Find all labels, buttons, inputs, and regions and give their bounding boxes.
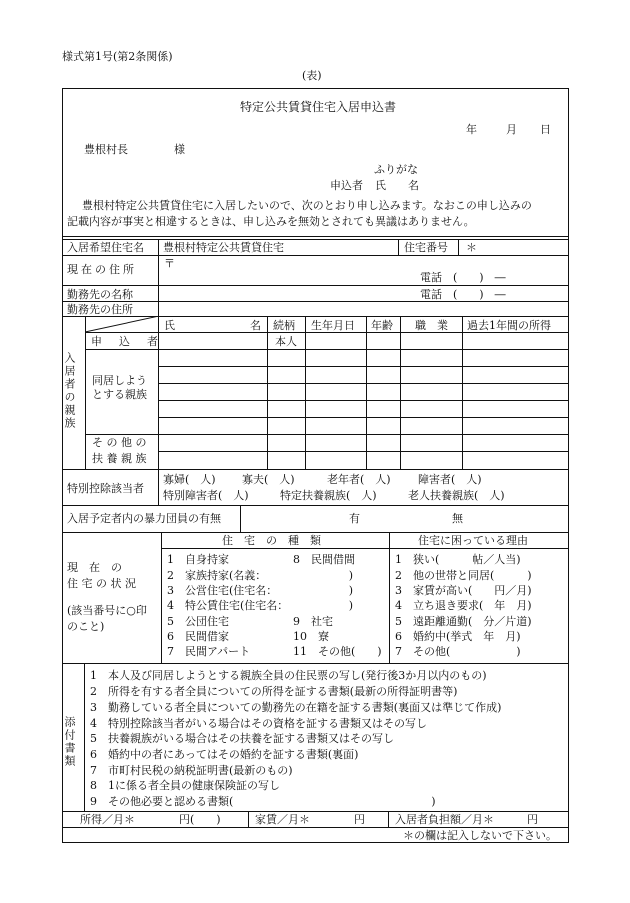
- form-side: (表): [302, 69, 322, 82]
- col-given-name: 名: [250, 319, 261, 332]
- attachment-8: 8 1に係る者全員の健康保険証の写し: [90, 779, 280, 792]
- attachment-1: 1 本人及び同居しようとする親族全員の住民票の写し(発行後3か月以内のもの): [90, 669, 487, 682]
- date-month: 月: [506, 123, 517, 136]
- deduction-disabled: 障害者( 人): [418, 473, 482, 486]
- other-label-2: 扶 養 親 族: [92, 452, 147, 465]
- deduction-specific-dependent: 特定扶養親族( 人): [280, 489, 377, 502]
- workplace-name-label: 勤務先の名称: [67, 288, 133, 301]
- col-occupation: 職 業: [415, 319, 448, 332]
- footer-note: ＊の欄は記入しないで下さい。: [403, 829, 557, 842]
- furigana-label: ふりがな: [374, 163, 418, 176]
- housing-number-label: 住宅番号: [404, 241, 448, 254]
- reason-1: 1 狭い( 帖／人当): [395, 553, 521, 566]
- deduction-elderly: 老年者( 人): [327, 473, 391, 486]
- reason-4: 4 立ち退き要求( 年 月): [395, 599, 532, 612]
- cohabit-label-2: とする親族: [92, 388, 147, 401]
- applicant-name-label: 氏 名: [375, 179, 419, 192]
- current-housing-note-1: (該当番号に○印: [67, 604, 147, 617]
- attachments-label: 添付書類: [63, 716, 76, 768]
- other-label-1: そ の 他 の: [92, 436, 147, 449]
- workplace-address-label: 勤務先の住所: [67, 303, 133, 316]
- deductions-label: 特別控除該当者: [67, 482, 144, 495]
- housing-type-5: 5 公団住宅: [167, 615, 229, 628]
- housing-type-1: 1 自身持家: [167, 553, 229, 566]
- deduction-widower: 寡夫( 人): [242, 473, 295, 486]
- housing-type-9: 9 社宅: [293, 615, 333, 628]
- header-diagonal: [85, 316, 159, 332]
- housing-type-10: 10 寮: [293, 630, 329, 643]
- gang-member-label: 入居予定者内の暴力団員の有無: [67, 512, 221, 525]
- housing-name-label: 入居希望住宅名: [67, 241, 144, 254]
- applicant-row-label: 申 込 者: [91, 335, 161, 348]
- housing-type-4: 4 特公賃住宅(住宅名： ): [167, 599, 354, 612]
- addressee-name: 豊根村長: [84, 143, 128, 156]
- current-housing-label-1: 現 在 の: [67, 561, 122, 574]
- form-title: 特定公共賃貸住宅入居申込書: [240, 100, 397, 114]
- deduction-widow: 寡婦( 人): [163, 473, 216, 486]
- housing-type-header: 住 宅 の 種 類: [222, 534, 321, 547]
- housing-name-value: 豊根村特定公共賃貸住宅: [163, 241, 284, 254]
- housing-type-11: 11 その他( ): [293, 645, 382, 658]
- date-year: 年: [466, 123, 477, 136]
- col-surname: 氏: [164, 319, 175, 332]
- burden-field: 入居者負担額／月＊ 円: [395, 813, 538, 826]
- rent-field: 家賃／月＊ 円: [255, 813, 365, 826]
- attachment-2: 2 所得を有する者全員についての所得を証する書類(最新の所得証明書等): [90, 685, 458, 698]
- housing-type-8: 8 民間借間: [293, 553, 355, 566]
- housing-type-7: 7 民間アパート: [167, 645, 251, 658]
- col-birthdate: 生年月日: [311, 319, 355, 332]
- deduction-elderly-dependent: 老人扶養親族( 人): [408, 489, 505, 502]
- statement-line-2: 記載内容が事実と相違するときは、申し込みを無効とされても異議はありません。: [67, 215, 475, 228]
- applicant-label: 申込者: [330, 179, 363, 192]
- attachment-5: 5 扶養親族がいる場合はその扶養を証する書類又はその写し: [90, 732, 394, 745]
- workplace-phone: 電話 ( ) ―: [420, 288, 506, 301]
- col-age: 年齢: [371, 319, 393, 332]
- col-income: 過去1年間の所得: [467, 319, 551, 332]
- attachment-3: 3 勤務している者全員についての勤務先の在籍を証する書類(裏面又は準じて作成): [90, 701, 502, 714]
- attachment-7: 7 市町村民税の納税証明書(最新のもの): [90, 764, 293, 777]
- housing-number-value: ＊: [466, 241, 477, 254]
- housing-reason-header: 住宅に困っている理由: [418, 534, 528, 547]
- housing-type-6: 6 民間借家: [167, 630, 229, 643]
- income-field: 所得／月＊ 円( ): [80, 813, 221, 826]
- housing-type-2: 2 家族持家(名義： ): [167, 569, 354, 582]
- statement-line-1: 豊根村特定公共賃貸住宅に入居したいので、次のとおり申し込みます。なおこの申し込みの: [82, 199, 532, 212]
- form-id: 様式第1号(第2条関係): [62, 50, 173, 63]
- reason-2: 2 他の世帯と同居( ): [395, 569, 532, 582]
- gang-no: 無: [452, 512, 463, 525]
- reason-5: 5 遠距離通勤( 分／片道): [395, 615, 532, 628]
- attachment-4: 4 特別控除該当者がいる場合はその資格を証する書類又はその写し: [90, 717, 427, 730]
- date-day: 日: [540, 123, 551, 136]
- current-housing-label-2: 住 宅 の 状 況: [67, 577, 136, 590]
- deduction-special-disabled: 特別障害者( 人): [163, 489, 249, 502]
- cohabit-label-1: 同居しよう: [92, 374, 147, 387]
- reason-6: 6 婚約中(挙式 年 月): [395, 630, 521, 643]
- address-phone: 電話 ( ) ―: [420, 271, 506, 284]
- postal-mark: 〒: [164, 257, 175, 270]
- applicant-relation: 本人: [275, 335, 297, 348]
- attachment-9: 9 その他必要と認める書類( ): [90, 795, 436, 808]
- housing-type-3: 3 公営住宅(住宅名： ): [167, 584, 354, 597]
- col-relation: 続柄: [273, 319, 295, 332]
- reason-7: 7 その他( ): [395, 645, 521, 658]
- gang-yes: 有: [349, 512, 360, 525]
- reason-3: 3 家賃が高い( 円／月): [395, 584, 532, 597]
- residents-section-label: 入居者の親族: [63, 352, 76, 430]
- addressee-honorific: 様: [174, 143, 185, 156]
- current-housing-note-2: のこと): [67, 620, 105, 633]
- attachment-6: 6 婚約中の者にあってはその婚約を証する書類(裏面): [90, 748, 359, 761]
- address-label: 現在の住所: [67, 263, 137, 276]
